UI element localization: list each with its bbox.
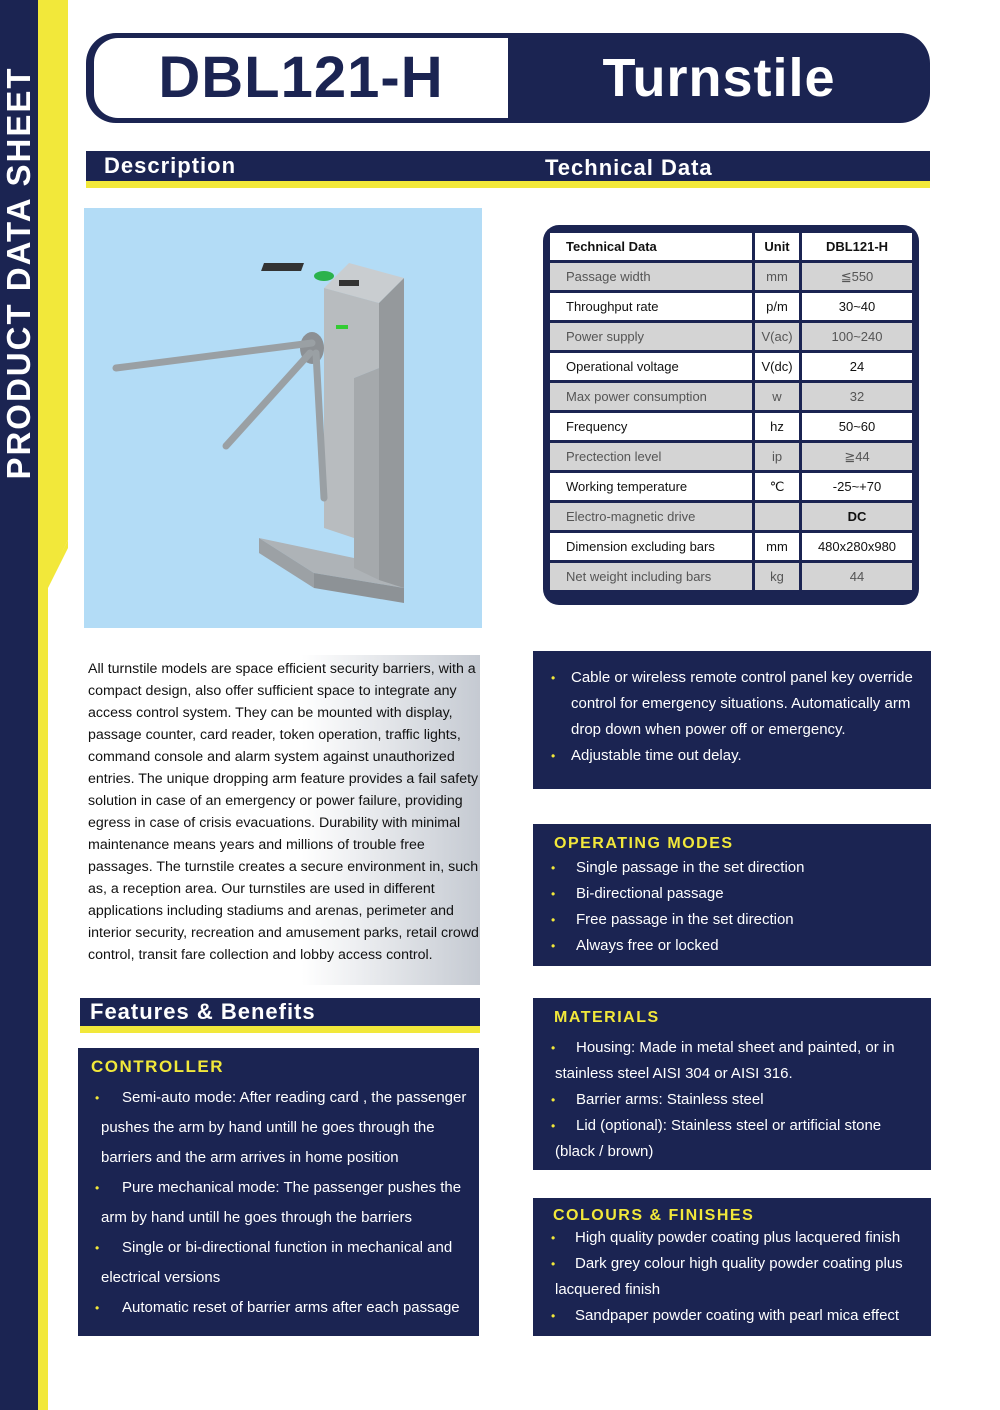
list-item bbox=[551, 1113, 923, 1165]
list-item-text: Sandpaper powder coating with pearl mica effect bbox=[575, 1307, 900, 1324]
turnstile-illustration bbox=[84, 208, 482, 628]
list-item-text: Semi-auto mode: After reading card , the passenger pushes the arm by hand untill he goes through the barriers and the arm arrives in home position bbox=[101, 1089, 467, 1166]
spec-param: Dimension excluding bars bbox=[550, 533, 755, 560]
spec-param: Electro-magnetic drive bbox=[550, 503, 755, 530]
list-item bbox=[551, 1225, 923, 1251]
spec-value: 100~240 bbox=[802, 323, 912, 350]
list-item-text: Housing: Made in metal sheet and painted, or in stainless steel AISI 304 or AISI 316. bbox=[555, 1039, 895, 1082]
list-item bbox=[551, 1303, 923, 1329]
list-item-text: Dark grey colour high quality powder coating plus lacquered finish bbox=[555, 1255, 903, 1298]
bullet-icon: • bbox=[551, 1257, 556, 1271]
list-item bbox=[95, 1293, 471, 1323]
list-item bbox=[551, 855, 921, 881]
list-item bbox=[551, 881, 921, 907]
spec-unit: mm bbox=[755, 533, 802, 560]
spec-header-parameter: Technical Data bbox=[550, 233, 755, 260]
bullet-icon: • bbox=[95, 1091, 100, 1105]
bullet-icon: • bbox=[551, 1093, 556, 1107]
spec-unit: mm bbox=[755, 263, 802, 290]
list-item-text: High quality powder coating plus lacquered finish bbox=[575, 1229, 901, 1246]
remote-control-box bbox=[533, 651, 931, 789]
spec-value: ≦550 bbox=[802, 263, 912, 290]
section-header-underline bbox=[86, 181, 930, 188]
materials-title: MATERIALS bbox=[554, 1009, 660, 1026]
colours-finishes-box bbox=[533, 1198, 931, 1336]
spec-param: Operational voltage bbox=[550, 353, 755, 380]
bullet-icon: • bbox=[551, 887, 556, 901]
spec-value: 44 bbox=[802, 563, 912, 590]
list-item bbox=[551, 1035, 923, 1087]
table-row bbox=[550, 293, 912, 320]
table-row bbox=[550, 383, 912, 410]
bullet-icon: • bbox=[551, 671, 556, 685]
materials-box bbox=[533, 998, 931, 1170]
product-title: Turnstile bbox=[602, 48, 836, 108]
bullet-icon: • bbox=[551, 861, 556, 875]
list-item-text: Single passage in the set direction bbox=[576, 859, 805, 876]
technical-data-heading: Technical Data bbox=[545, 155, 713, 180]
bullet-icon: • bbox=[551, 939, 556, 953]
list-item-text: Adjustable time out delay. bbox=[571, 747, 742, 764]
list-item bbox=[551, 665, 915, 743]
bullet-icon: • bbox=[551, 913, 556, 927]
list-item bbox=[551, 1087, 923, 1113]
controller-box bbox=[78, 1048, 479, 1336]
side-yellow-accent bbox=[38, 0, 68, 1410]
turnstile-photo bbox=[84, 208, 482, 628]
bullet-icon: • bbox=[551, 749, 556, 763]
features-header-underline bbox=[80, 1026, 480, 1033]
colours-finishes-title: COLOURS & FINISHES bbox=[553, 1207, 755, 1224]
list-item-text: Always free or locked bbox=[576, 937, 719, 954]
spec-unit: V(ac) bbox=[755, 323, 802, 350]
spec-param: Throughput rate bbox=[550, 293, 755, 320]
spec-unit: w bbox=[755, 383, 802, 410]
operating-modes-box bbox=[533, 824, 931, 966]
list-item-text: Bi-directional passage bbox=[576, 885, 724, 902]
table-row bbox=[550, 323, 912, 350]
bullet-icon: • bbox=[551, 1119, 556, 1133]
model-title: DBL121-H bbox=[158, 45, 444, 110]
list-item-text: Free passage in the set direction bbox=[576, 911, 794, 928]
list-item bbox=[551, 1251, 923, 1303]
description-heading: Description bbox=[104, 153, 237, 178]
spec-value: -25~+70 bbox=[802, 473, 912, 500]
table-row bbox=[550, 473, 912, 500]
description-paragraph: All turnstile models are space efficient security barriers, with a compact design, also offer sufficient space to integrate any access control system. They can be mounted with display, passage counter, card reader, token operation, traffic lights, command console and alarm system against unauthorized entries. The unique dropping arm feature provides a fail safety solution in case of an emergency or power failure, providing egress in case of crisis evacuations. Durability with minimal maintenance means years and millions of trouble free passages. The turnstile creates a secure environment in, such as, a reception area. Our turnstiles are used in different applications including stadiums and arenas, perimeter and interior security, recreation and amusement parks, retail crowd control, transit fare collection and lobby access control. bbox=[88, 661, 479, 963]
spec-unit: V(dc) bbox=[755, 353, 802, 380]
list-item-text: Pure mechanical mode: The passenger pushes the arm by hand untill he goes through the barriers bbox=[101, 1179, 462, 1226]
spec-unit: kg bbox=[755, 563, 802, 590]
list-item bbox=[95, 1233, 471, 1293]
list-item bbox=[95, 1173, 471, 1233]
spec-unit: p/m bbox=[755, 293, 802, 320]
list-item bbox=[95, 1083, 471, 1173]
list-item-text: Automatic reset of barrier arms after each passage bbox=[122, 1299, 460, 1316]
spec-param: Working temperature bbox=[550, 473, 755, 500]
spec-param: Net weight including bars bbox=[550, 563, 755, 590]
spec-value: 480x280x980 bbox=[802, 533, 912, 560]
spec-value: 24 bbox=[802, 353, 912, 380]
spec-table-header bbox=[550, 233, 912, 260]
spec-param: Prectection level bbox=[550, 443, 755, 470]
spec-value: DC bbox=[802, 503, 912, 530]
operating-modes-title: OPERATING MODES bbox=[554, 835, 734, 852]
bullet-icon: • bbox=[551, 1041, 556, 1055]
list-item-text: Barrier arms: Stainless steel bbox=[576, 1091, 764, 1108]
table-row bbox=[550, 443, 912, 470]
spec-param: Frequency bbox=[550, 413, 755, 440]
list-item-text: Cable or wireless remote control panel key override control for emergency situations. Automatically arm drop down when power off or emergency. bbox=[571, 669, 913, 738]
spec-param: Max power consumption bbox=[550, 383, 755, 410]
table-row bbox=[550, 503, 912, 530]
spec-header-model: DBL121-H bbox=[802, 233, 912, 260]
spec-value: ≧44 bbox=[802, 443, 912, 470]
table-row bbox=[550, 263, 912, 290]
list-item bbox=[551, 933, 921, 959]
spec-param: Power supply bbox=[550, 323, 755, 350]
list-item bbox=[551, 743, 915, 769]
spec-value: 32 bbox=[802, 383, 912, 410]
bullet-icon: • bbox=[95, 1301, 100, 1315]
bullet-icon: • bbox=[95, 1181, 100, 1195]
table-row bbox=[550, 533, 912, 560]
list-item-text: Single or bi-directional function in mechanical and electrical versions bbox=[101, 1239, 453, 1286]
table-row bbox=[550, 563, 912, 590]
spec-unit: hz bbox=[755, 413, 802, 440]
spec-table bbox=[550, 230, 912, 593]
spec-header-unit: Unit bbox=[755, 233, 802, 260]
bullet-icon: • bbox=[551, 1231, 556, 1245]
spec-value: 50~60 bbox=[802, 413, 912, 440]
list-item bbox=[551, 907, 921, 933]
table-row bbox=[550, 353, 912, 380]
spec-value: 30~40 bbox=[802, 293, 912, 320]
spec-unit bbox=[755, 503, 802, 530]
list-item-text: Lid (optional): Stainless steel or artificial stone (black / brown) bbox=[555, 1117, 882, 1160]
bullet-icon: • bbox=[551, 1309, 556, 1323]
features-heading: Features & Benefits bbox=[90, 999, 316, 1024]
bullet-icon: • bbox=[95, 1241, 100, 1255]
side-label: PRODUCT DATA SHEET bbox=[0, 66, 37, 480]
spec-param: Passage width bbox=[550, 263, 755, 290]
controller-title: CONTROLLER bbox=[91, 1057, 225, 1076]
spec-unit: ip bbox=[755, 443, 802, 470]
table-row bbox=[550, 413, 912, 440]
spec-unit: ℃ bbox=[755, 473, 802, 500]
